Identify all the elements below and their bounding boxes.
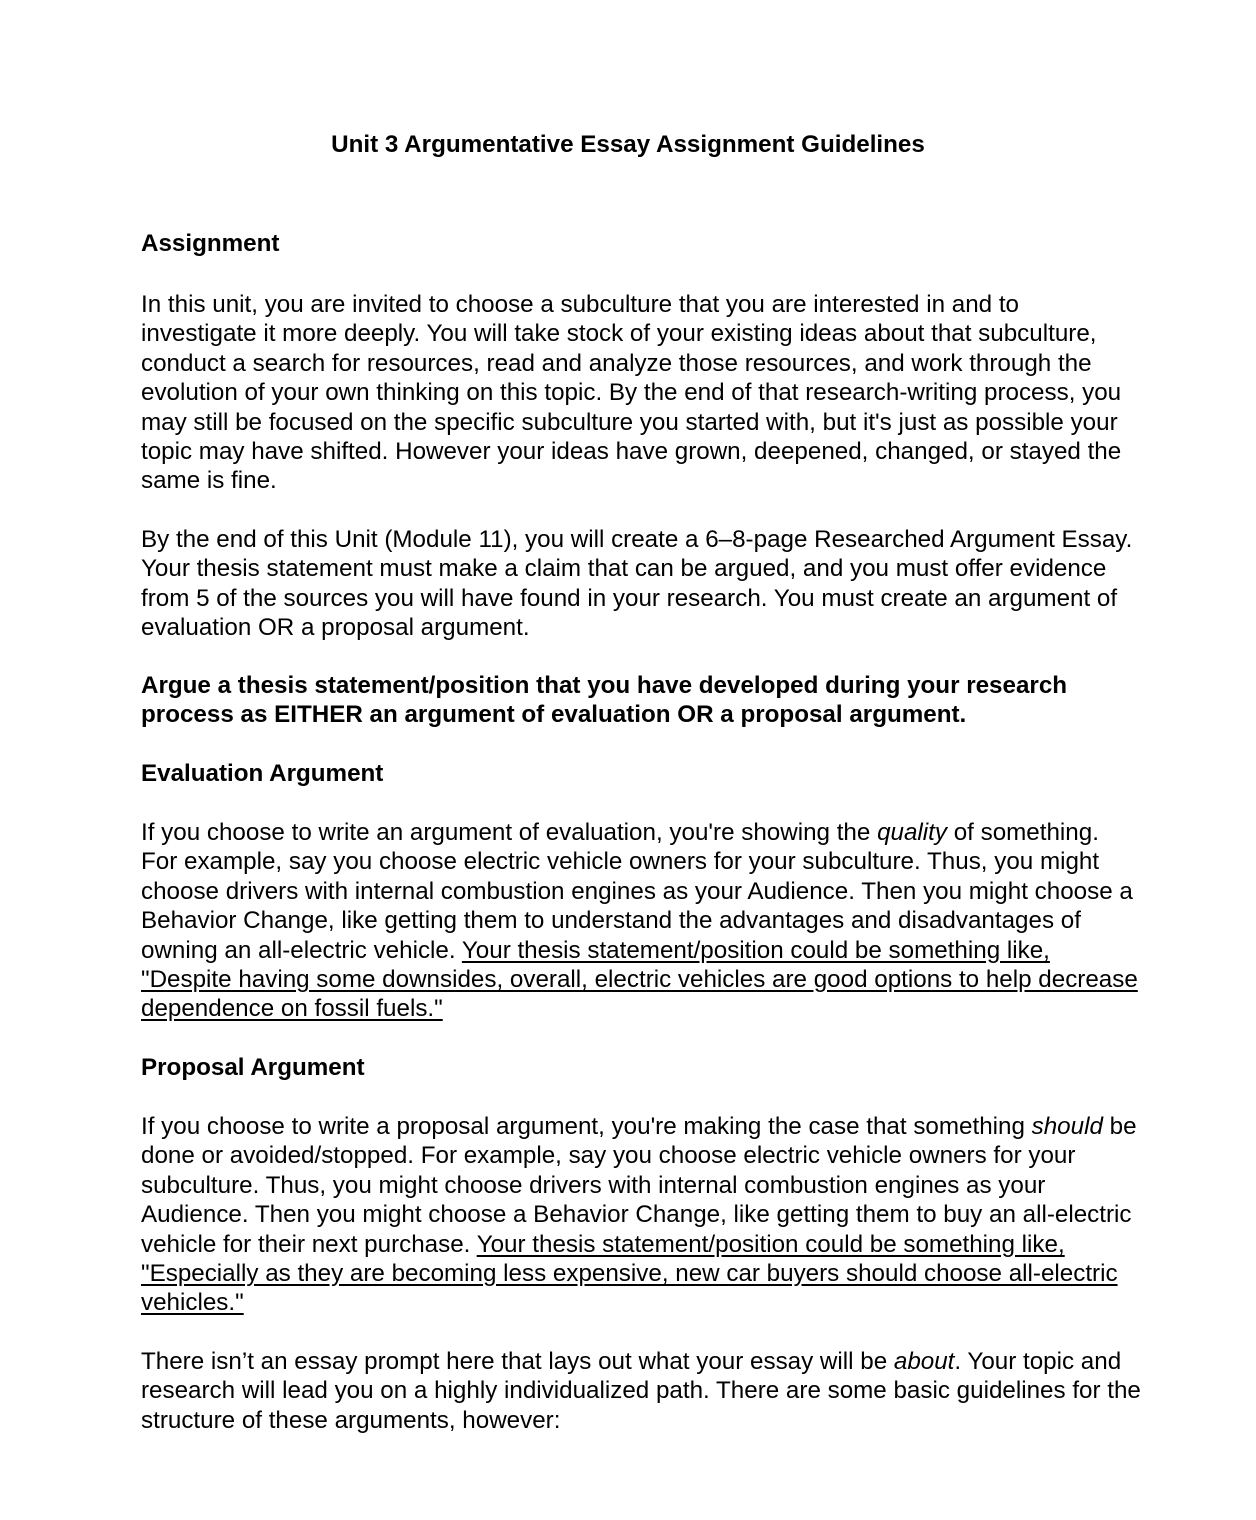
closing-paragraph (141, 1347, 1141, 1435)
proposal-paragraph (141, 1112, 1141, 1318)
proposal-text: If you choose to write a proposal argument, you're making the case that something (141, 1113, 1032, 1140)
proposal-emphasis: should (1031, 1113, 1103, 1140)
evaluation-emphasis: quality (877, 819, 947, 846)
proposal-text-continued: be done or avoided/stopped. For example, say you choose electric vehicle owners for your subculture. Thus, you might choose drivers with internal combustion engines as your Audience. Then you might choose a Behavior Change, like getting them to buy an all-electric vehicle for their next purchase. (141, 1113, 1137, 1258)
evaluation-text-continued: of something. For example, say you choose electric vehicle owners for your subculture. Thus, you might choose drivers with internal combustion engines as your Audience. Then you might choose a Behavior Change, like getting them to understand the advantages and disadvantages of owning an all-electric vehicle. (141, 819, 1133, 964)
thesis-instruction: Argue a thesis statement/position that you have developed during your research process as EITHER an argument of evaluation OR a proposal argument. (141, 672, 1068, 729)
closing-emphasis: about (893, 1348, 955, 1375)
proposal-example-thesis: Your thesis statement/position could be something like, "Especially as they are becoming less expensive, new car buyers should choose all-electric vehicles." (141, 1230, 1118, 1317)
evaluation-heading: Evaluation Argument (141, 760, 384, 787)
requirements-paragraph: By the end of this Unit (Module 11), you will create a 6–8-page Researched Argument Essay. Your thesis statement must make a claim that can be argued, and you must offer evidence from 5 of the sources you will have found in your research. You must create an argument of evaluation OR a proposal argument. (141, 526, 1133, 642)
intro-paragraph: In this unit, you are invited to choose a subculture that you are interested in and to investigate it more deeply. You will take stock of your existing ideas about that subculture, conduct a search for resources, read and analyze those resources, and work through the evolution of your own thinking on this topic. By the end of that research-writing process, you may still be focused on the specific subculture you started with, but it's just as possible your topic may have shifted. However your ideas have grown, deepened, changed, or stayed the same is fine. (141, 291, 1122, 495)
document-title: Unit 3 Argumentative Essay Assignment Guidelines (331, 131, 925, 158)
closing-text: There isn’t an essay prompt here that lays out what your essay will be (141, 1348, 894, 1375)
closing-text-continued: . Your topic and research will lead you on a highly individualized path. There are some basic guidelines for the structure of these arguments, however: (141, 1348, 1141, 1434)
evaluation-example-thesis: Your thesis statement/position could be something like, "Despite having some downsides, overall, electric vehicles are good options to help decrease dependence on fossil fuels." (141, 936, 1138, 1023)
proposal-heading: Proposal Argument (141, 1054, 365, 1081)
evaluation-paragraph (141, 818, 1141, 1024)
assignment-heading: Assignment (141, 230, 280, 257)
evaluation-text: If you choose to write an argument of evaluation, you're showing the (141, 819, 878, 846)
